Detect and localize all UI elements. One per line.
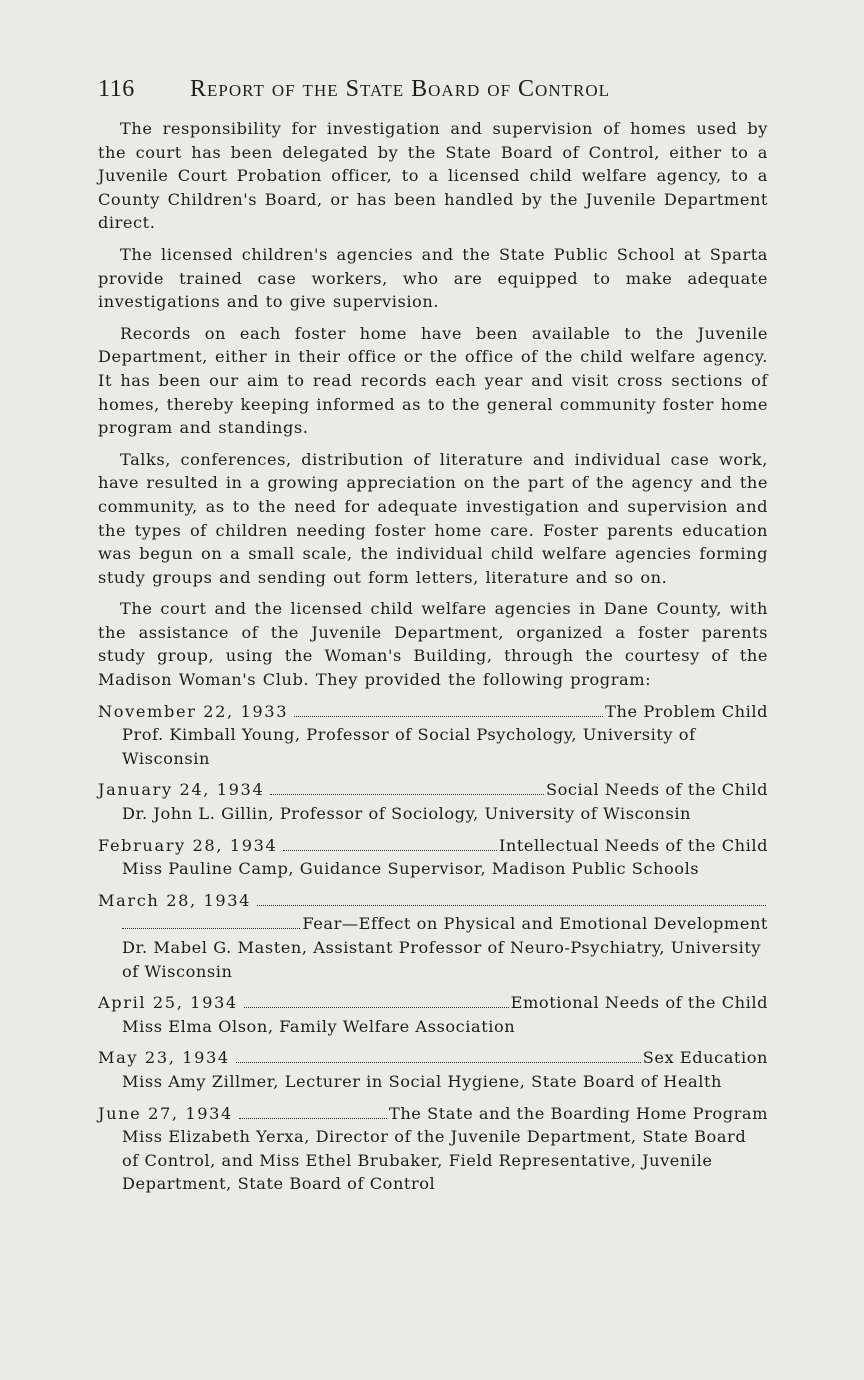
paragraph: Records on each foster home have been available to the Juvenile Department, either in their office or the office of the child welfare agency. It has been our aim to read records each year and visit cross sections of homes, thereby keeping informed as to the general community foster home program and standings. <box>98 323 768 438</box>
event-date: January 24, 1934 <box>98 780 265 800</box>
event-speaker: Dr. John L. Gillin, Professor of Sociology, University of Wisconsin <box>122 804 692 824</box>
dot-leader <box>270 794 544 795</box>
program-entry <box>98 778 768 825</box>
paragraph: The licensed children's agencies and the State Public School at Sparta provide trained case workers, who are equipped to make adequate investigations and to give supervision. <box>98 244 768 312</box>
event-date: May 23, 1934 <box>98 1048 230 1068</box>
program-entry <box>98 700 768 771</box>
event-speaker: Miss Elma Olson, Family Welfare Association <box>122 1016 516 1036</box>
program-entry <box>98 1102 768 1196</box>
dot-leader <box>257 905 766 906</box>
program-entry <box>98 1046 768 1093</box>
program-entry <box>98 834 768 881</box>
running-head: Report of the State Board of Control <box>190 76 610 102</box>
event-topic: Fear—Effect on Physical and Emotional Development <box>302 914 768 934</box>
dot-leader <box>122 928 300 929</box>
event-topic: The State and the Boarding Home Program <box>388 1103 768 1123</box>
event-speaker: Dr. Mabel G. Masten, Assistant Professor of Neuro-Psychiatry, University of Wisconsin <box>122 938 762 981</box>
page-header <box>98 76 768 103</box>
event-topic: Sex Education <box>642 1048 768 1068</box>
event-date: February 28, 1934 <box>98 835 278 855</box>
dot-leader <box>239 1118 387 1119</box>
event-speaker: Miss Amy Zillmer, Lecturer in Social Hygiene, State Board of Health <box>122 1071 723 1091</box>
dot-leader <box>244 1007 509 1008</box>
event-date: March 28, 1934 <box>98 890 252 910</box>
document-page <box>98 76 768 1204</box>
program-list <box>98 700 768 1196</box>
dot-leader <box>294 716 603 717</box>
event-speaker: Miss Elizabeth Yerxa, Director of the Juvenile Department, State Board of Control, and Miss Ethel Brubaker, Field Representative, Juvenile Department, State Board of Control <box>122 1127 747 1194</box>
dot-leader <box>236 1062 641 1063</box>
event-topic: The Problem Child <box>605 701 768 721</box>
program-entry <box>98 889 768 983</box>
page-number: 116 <box>98 76 135 102</box>
event-date: April 25, 1934 <box>98 993 238 1013</box>
event-topic: Emotional Needs of the Child <box>510 993 768 1013</box>
event-date: November 22, 1933 <box>98 701 289 721</box>
event-date: June 27, 1934 <box>98 1103 233 1123</box>
event-topic: Intellectual Needs of the Child <box>498 835 768 855</box>
paragraph: The court and the licensed child welfare agencies in Dane County, with the assistance of the Juvenile Department, organized a foster parents study group, using the Woman's Building, through the courtesy of the Madison Woman's Club. They provided the following program: <box>98 599 768 690</box>
event-speaker: Prof. Kimball Young, Professor of Social Psychology, University of Wisconsin <box>122 725 696 768</box>
dot-leader <box>283 850 497 851</box>
paragraph: Talks, conferences, distribution of literature and individual case work, have resulted in a growing appreciation on the part of the agency and the community, as to the need for adequate investigation and supervision and the types of children needing foster home care. Foster parents education was begun on a small scale, the individual child welfare agencies forming study groups and sending out form letters, literature and so on. <box>98 449 768 587</box>
event-topic: Social Needs of the Child <box>545 780 768 800</box>
program-entry <box>98 991 768 1038</box>
event-speaker: Miss Pauline Camp, Guidance Supervisor, Madison Public Schools <box>122 859 700 879</box>
paragraph: The responsibility for investigation and supervision of homes used by the court has been delegated by the State Board of Control, either to a Juvenile Court Probation officer, to a licensed child welfare agency, to a County Children's Board, or has been handled by the Juvenile Department direct. <box>98 119 768 233</box>
